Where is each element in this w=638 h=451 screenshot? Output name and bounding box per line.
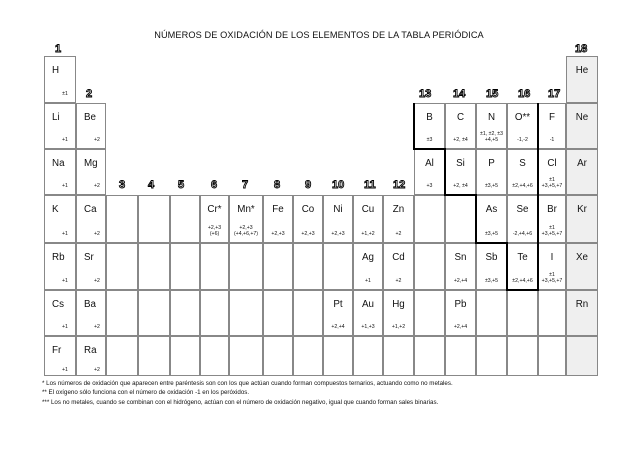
- oxidation-states: +3: [426, 182, 433, 189]
- element-symbol: Sr: [84, 252, 94, 263]
- oxidation-states: +2: [395, 230, 402, 237]
- metal-nonmetal-divider: [475, 242, 508, 244]
- element-symbol: Cl: [547, 158, 557, 169]
- element-cell-xe: [566, 243, 598, 290]
- element-cell-al: [414, 149, 445, 195]
- metal-nonmetal-divider: [506, 242, 508, 290]
- element-symbol: Li: [52, 112, 60, 123]
- footnote-2: ** El oxígeno sólo funciona con el número de oxidación -1 en los peróxidos.: [42, 389, 250, 397]
- element-symbol: I: [550, 252, 554, 263]
- group-label-8: 8: [274, 179, 281, 191]
- group-label-16: 16: [518, 88, 531, 100]
- element-cell-kr: [566, 195, 598, 243]
- element-cell-ba: [76, 290, 106, 336]
- element-cell-si: [445, 149, 476, 195]
- oxidation-states: +2,+3: [301, 230, 315, 237]
- oxidation-states: +2,+3: [271, 230, 285, 237]
- element-symbol: Co: [301, 204, 315, 215]
- oxidation-states: +2,+4: [331, 323, 345, 330]
- oxidation-states: -2,+4,+6: [512, 230, 533, 237]
- element-cell-blank: [538, 290, 566, 336]
- element-symbol: Sb: [485, 252, 498, 263]
- element-cell-sn: [445, 243, 476, 290]
- oxidation-states: ±1 +3,+5,+7: [541, 224, 563, 237]
- oxidation-states: +2: [94, 182, 100, 189]
- element-cell-ni: [323, 195, 353, 243]
- element-cell-n: [476, 103, 507, 149]
- element-cell-ra: [76, 336, 106, 376]
- oxidation-states: +1: [62, 182, 68, 189]
- element-cell-blank: [507, 290, 538, 336]
- element-cell-blank: [263, 336, 293, 376]
- group-label-13: 13: [419, 88, 432, 100]
- element-cell-mg: [76, 149, 106, 195]
- element-cell-blank: [138, 336, 170, 376]
- element-symbol: N: [487, 112, 496, 123]
- oxidation-states: +1: [62, 136, 68, 143]
- element-symbol: B: [426, 112, 433, 123]
- element-cell-blank: [445, 195, 476, 243]
- metal-nonmetal-divider: [413, 148, 446, 150]
- oxidation-states: ±1: [62, 90, 68, 97]
- element-cell-b: [414, 103, 445, 149]
- oxidation-states: ±3,+5: [484, 277, 499, 284]
- element-cell-blank: [293, 336, 323, 376]
- element-symbol: Pb: [454, 299, 467, 310]
- element-symbol: Zn: [392, 204, 405, 215]
- group-label-6: 6: [211, 179, 218, 191]
- element-cell-cs: [44, 290, 76, 336]
- oxidation-states: +2,+3 (+6): [207, 224, 222, 237]
- element-cell-cr: [200, 195, 229, 243]
- element-cell-blank: [229, 243, 263, 290]
- element-symbol: Rb: [52, 252, 65, 263]
- element-symbol: Fr: [52, 345, 62, 356]
- element-cell-blank: [200, 336, 229, 376]
- element-cell-blank: [414, 243, 445, 290]
- oxidation-states: +2: [94, 230, 100, 237]
- element-cell-h: [44, 56, 76, 103]
- element-symbol: Se: [516, 204, 529, 215]
- element-cell-ne: [566, 103, 598, 149]
- group-label-11: 11: [364, 179, 376, 191]
- element-cell-co: [293, 195, 323, 243]
- oxidation-states: +2: [94, 136, 100, 143]
- element-cell-sr: [76, 243, 106, 290]
- element-symbol: C: [456, 112, 465, 123]
- oxidation-states: +2: [94, 366, 100, 373]
- element-cell-blank: [476, 336, 507, 376]
- element-cell-blank: [263, 290, 293, 336]
- element-cell-blank: [323, 336, 353, 376]
- element-symbol: Cs: [52, 299, 64, 310]
- element-symbol: H: [52, 65, 60, 76]
- element-cell-se: [507, 195, 538, 243]
- element-symbol: Fe: [272, 204, 284, 215]
- element-symbol: Pt: [333, 299, 343, 310]
- element-cell-blank: [138, 195, 170, 243]
- element-cell-pb: [445, 290, 476, 336]
- element-cell-blank: [445, 336, 476, 376]
- element-symbol: Hg: [392, 299, 405, 310]
- element-cell-fe: [263, 195, 293, 243]
- metal-nonmetal-divider: [444, 148, 446, 196]
- oxidation-states: +1: [62, 323, 68, 330]
- element-cell-ar: [566, 149, 598, 195]
- group-label-3: 3: [119, 179, 126, 191]
- element-symbol: As: [485, 204, 498, 215]
- element-symbol: Ar: [577, 158, 587, 169]
- element-cell-i: [538, 243, 566, 290]
- group-label-17: 17: [548, 88, 561, 100]
- element-cell-blank: [476, 290, 507, 336]
- element-symbol: Cr*: [207, 204, 222, 215]
- element-cell-mn: [229, 195, 263, 243]
- element-symbol: Mn*: [237, 204, 255, 215]
- element-cell-cu: [353, 195, 383, 243]
- element-symbol: Mg: [84, 158, 98, 169]
- element-cell-sb: [476, 243, 507, 290]
- oxidation-states: +2,+4: [453, 277, 468, 284]
- group-label-4: 4: [148, 179, 155, 191]
- element-cell-as: [476, 195, 507, 243]
- element-cell-rn: [566, 290, 598, 336]
- element-symbol: Ba: [84, 299, 96, 310]
- element-symbol: Cu: [361, 204, 375, 215]
- metal-nonmetal-divider: [444, 194, 477, 196]
- oxidation-states: +2, ±4: [453, 136, 468, 143]
- element-cell-blank: [414, 290, 445, 336]
- element-cell-blank: [138, 243, 170, 290]
- element-cell-li: [44, 103, 76, 149]
- element-cell-blank: [106, 336, 138, 376]
- element-cell-blank: [170, 243, 200, 290]
- group-label-15: 15: [486, 88, 499, 100]
- element-cell-p: [476, 149, 507, 195]
- oxidation-states: +2,+3 (+4,+6,+7): [233, 224, 259, 237]
- element-cell-be: [76, 103, 106, 149]
- oxidation-states: +1: [62, 277, 68, 284]
- element-cell-ca: [76, 195, 106, 243]
- element-symbol: Te: [517, 252, 528, 263]
- element-cell-blank: [170, 336, 200, 376]
- oxidation-states: ±1, ±2, ±3 +4,+5: [480, 130, 503, 143]
- element-cell-blank: [229, 290, 263, 336]
- element-cell-he: [566, 56, 598, 103]
- oxidation-states: ±1 +3,+5,+7: [541, 176, 563, 189]
- group-label-12: 12: [393, 179, 406, 191]
- element-cell-blank: [293, 290, 323, 336]
- oxidation-states: +1: [365, 277, 371, 284]
- element-cell-cd: [383, 243, 414, 290]
- element-symbol: Na: [52, 158, 65, 169]
- element-cell-blank: [323, 243, 353, 290]
- element-cell-au: [353, 290, 383, 336]
- element-cell-fr: [44, 336, 76, 376]
- oxidation-states: ±3,+5: [484, 182, 499, 189]
- element-symbol: Al: [425, 158, 434, 169]
- element-symbol: S: [519, 158, 526, 169]
- element-symbol: Ni: [333, 204, 343, 215]
- element-cell-pt: [323, 290, 353, 336]
- page-title: NÚMEROS DE OXIDACIÓN DE LOS ELEMENTOS DE LA TABLA PERIÓDICA: [154, 30, 484, 40]
- element-symbol: Cd: [392, 252, 405, 263]
- element-cell-br: [538, 195, 566, 243]
- element-cell-k: [44, 195, 76, 243]
- element-cell-blank: [106, 195, 138, 243]
- footnotes: [42, 379, 453, 407]
- group-label-14: 14: [453, 88, 466, 100]
- element-cell-s: [507, 149, 538, 195]
- element-cell-hg: [383, 290, 414, 336]
- oxidation-states: +2,+4: [453, 323, 468, 330]
- oxidation-states: ±3,+5: [484, 230, 499, 237]
- element-cell-rb: [44, 243, 76, 290]
- oxidation-states: -1: [549, 136, 555, 143]
- footnote-3: *** Los no metales, cuando se combinan con el hidrógeno, actúan con el número de oxidación negativo, igual que cuando forman sales binarias.: [42, 398, 439, 406]
- element-symbol: Br: [547, 204, 557, 215]
- element-cell-cl: [538, 149, 566, 195]
- element-cell-blank: [414, 195, 445, 243]
- oxidation-states: +2: [94, 323, 100, 330]
- oxidation-states: +1: [62, 366, 68, 373]
- element-symbol: Sn: [454, 252, 467, 263]
- element-cell-blank: [566, 336, 598, 376]
- group-label-10: 10: [332, 179, 345, 191]
- element-symbol: Kr: [577, 204, 587, 215]
- element-cell-blank: [170, 195, 200, 243]
- oxidation-states: +2: [94, 277, 100, 284]
- element-cell-blank: [383, 336, 414, 376]
- element-cell-blank: [106, 290, 138, 336]
- oxidation-states: +1,+2: [361, 230, 375, 237]
- metal-nonmetal-divider: [537, 103, 539, 290]
- oxidation-states: +2, ±4: [453, 182, 468, 189]
- oxidation-states: ±2,+4,+6: [512, 182, 533, 189]
- element-cell-f: [538, 103, 566, 149]
- element-symbol: P: [488, 158, 495, 169]
- oxidation-states: ±3: [426, 136, 433, 143]
- oxidation-states: +2,+3: [331, 230, 345, 237]
- metal-nonmetal-divider: [413, 103, 415, 149]
- oxidation-states: ±1 +3,+5,+7: [541, 271, 563, 284]
- element-symbol: F: [549, 112, 555, 123]
- element-cell-blank: [507, 336, 538, 376]
- group-label-9: 9: [305, 179, 312, 191]
- element-symbol: Rn: [575, 299, 589, 310]
- element-cell-blank: [293, 243, 323, 290]
- element-cell-o: [507, 103, 538, 149]
- element-symbol: Ra: [84, 345, 97, 356]
- element-cell-blank: [200, 290, 229, 336]
- metal-nonmetal-divider: [475, 194, 477, 243]
- element-cell-na: [44, 149, 76, 195]
- element-cell-blank: [538, 336, 566, 376]
- footnote-1: * Los números de oxidación que aparecen entre paréntesis son con los que actúan cuando forman compuestos ternarios, actuando como no metales.: [42, 380, 453, 387]
- group-label-2: 2: [86, 88, 93, 100]
- element-symbol: Be: [84, 112, 96, 123]
- element-cell-zn: [383, 195, 414, 243]
- element-symbol: Ag: [362, 252, 374, 263]
- element-symbol: K: [52, 204, 59, 215]
- oxidation-states: +1,+3: [361, 323, 375, 330]
- element-symbol: Au: [362, 299, 374, 310]
- oxidation-states: +2: [395, 277, 402, 284]
- element-cell-blank: [106, 243, 138, 290]
- element-cell-blank: [138, 290, 170, 336]
- element-cell-ag: [353, 243, 383, 290]
- oxidation-states: +1,+2: [391, 323, 406, 330]
- group-label-5: 5: [178, 179, 185, 191]
- element-symbol: He: [575, 65, 589, 76]
- oxidation-states: ±2,+4,+6: [512, 277, 533, 284]
- element-cell-blank: [200, 243, 229, 290]
- group-label-1: 1: [55, 43, 62, 55]
- element-cell-blank: [229, 336, 263, 376]
- element-symbol: Ca: [84, 204, 97, 215]
- element-cell-blank: [353, 336, 383, 376]
- group-label-7: 7: [242, 179, 249, 191]
- element-symbol: Xe: [576, 252, 588, 263]
- element-symbol: Si: [456, 158, 465, 169]
- oxidation-states: +1: [62, 230, 68, 237]
- element-symbol: O**: [514, 112, 531, 123]
- element-cell-c: [445, 103, 476, 149]
- element-cell-blank: [170, 290, 200, 336]
- metal-nonmetal-divider: [506, 289, 539, 291]
- element-symbol: Ne: [575, 112, 589, 123]
- element-cell-blank: [263, 243, 293, 290]
- oxidation-states: -1,-2: [517, 136, 528, 143]
- element-cell-blank: [414, 336, 445, 376]
- group-label-18: 18: [575, 43, 588, 55]
- element-cell-te: [507, 243, 538, 290]
